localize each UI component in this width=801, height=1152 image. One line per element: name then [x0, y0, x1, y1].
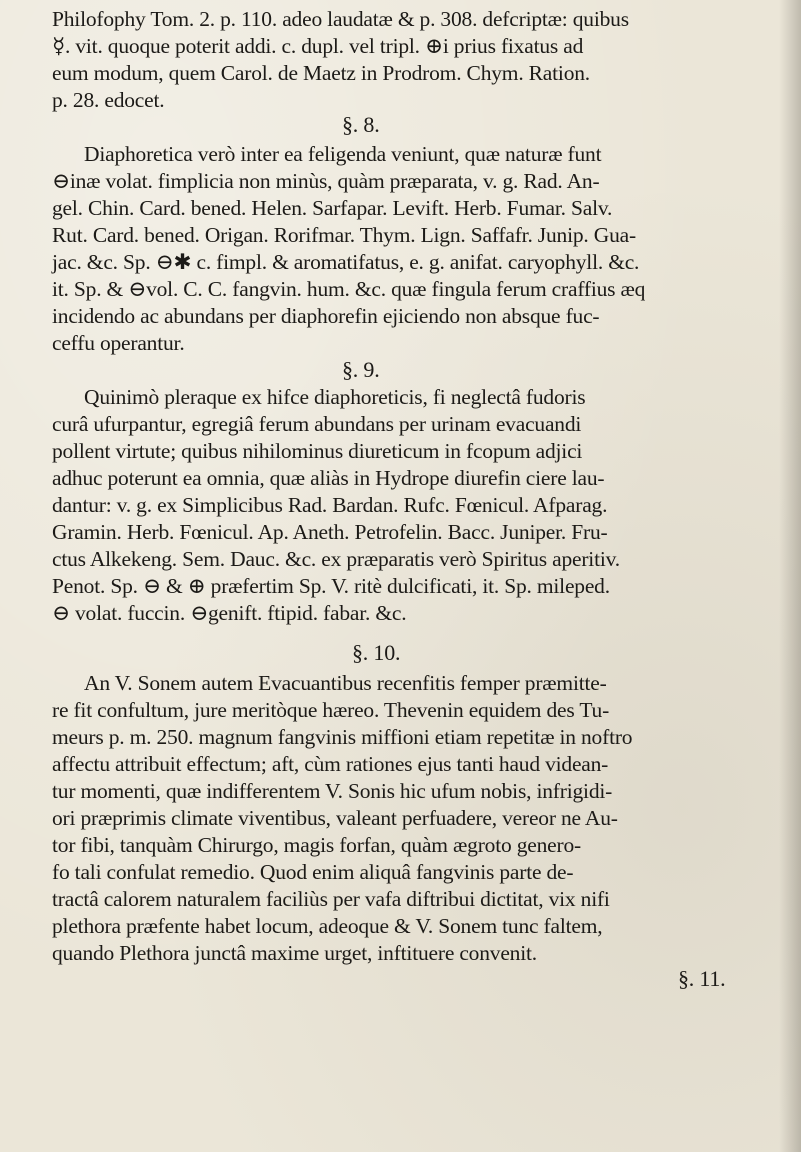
text-line: Philofophy Tom. 2. p. 110. adeo laudatæ & p. 308. defcriptæ: quibus: [52, 7, 629, 31]
text-line: gel. Chin. Card. bened. Helen. Sarfapar. Levift. Herb. Fumar. Salv.: [52, 196, 613, 220]
text-line: ⊖ volat. fuccin. ⊖genift. ftipid. fabar. &c.: [52, 601, 407, 625]
text-line: Quinimò pleraque ex hifce diaphoreticis, fi neglectâ fudoris: [84, 385, 586, 409]
text-line: it. Sp. & ⊖vol. C. C. fangvin. hum. &c. quæ fingula ferum craffius æq: [52, 277, 646, 301]
page-edge-shadow: [779, 0, 801, 1152]
text-line: tur momenti, quæ indifferentem V. Sonis hic ufum nobis, infrigidi-: [52, 779, 613, 803]
text-line: ori præprimis climate viventibus, valeant perfuadere, vereor ne Au-: [52, 806, 618, 830]
text-line: incidendo ac abundans per diaphorefin ejiciendo non absque fuc-: [52, 304, 600, 328]
text-line: jac. &c. Sp. ⊖✱ c. fimpl. & aromatifatus, e. g. anifat. caryophyll. &c.: [52, 250, 640, 274]
text-line: adhuc poterunt ea omnia, quæ aliàs in Hydrope diurefin ciere lau-: [52, 466, 605, 490]
text-line: ceffu operantur.: [52, 331, 185, 355]
text-line: pollent virtute; quibus nihilominus diureticum in fcopum adjici: [52, 439, 583, 463]
text-line: meurs p. m. 250. magnum fangvinis miffioni etiam repetitæ in noftro: [52, 725, 633, 749]
text-line: re fit confultum, jure meritòque hæreo. Thevenin equidem des Tu-: [52, 698, 610, 722]
text-line: plethora præfente habet locum, adeoque & V. Sonem tunc faltem,: [52, 914, 603, 938]
text-line: An V. Sonem autem Evacuantibus recenfitis femper præmitte-: [84, 671, 607, 695]
text-line: ☿. vit. quoque poterit addi. c. dupl. vel tripl. ⊕i prius fixatus ad: [52, 34, 584, 58]
catchword: §. 11.: [678, 966, 726, 991]
text-line: Rut. Card. bened. Origan. Rorifmar. Thym. Lign. Saffafr. Junip. Gua-: [52, 223, 636, 247]
section-heading-9: §. 9.: [342, 357, 380, 382]
text-line: tor fibi, tanquàm Chirurgo, magis forfan, quàm ægroto genero-: [52, 833, 581, 857]
text-line: curâ ufurpantur, egregiâ ferum abundans per urinam evacuandi: [52, 412, 582, 436]
text-line: ⊖inæ volat. fimplicia non minùs, quàm præparata, v. g. Rad. An-: [52, 169, 600, 193]
text-line: Diaphoretica verò inter ea feligenda veniunt, quæ naturæ funt: [84, 142, 602, 166]
text-line: eum modum, quem Carol. de Maetz in Prodrom. Chym. Ration.: [52, 61, 590, 85]
section-heading-8: §. 8.: [342, 112, 380, 137]
text-line: tractâ calorem naturalem faciliùs per vafa diftribui dictitat, vix nifi: [52, 887, 610, 911]
text-line: Gramin. Herb. Fœnicul. Ap. Aneth. Petrofelin. Bacc. Juniper. Fru-: [52, 520, 608, 544]
text-line: p. 28. edocet.: [52, 88, 165, 112]
text-line: affectu attribuit effectum; aft, cùm rationes ejus tanti haud videan-: [52, 752, 609, 776]
text-line: dantur: v. g. ex Simplicibus Rad. Bardan. Rufc. Fœnicul. Afparag.: [52, 493, 608, 517]
text-line: fo tali confulat remedio. Quod enim aliquâ fangvinis parte de-: [52, 860, 574, 884]
text-line: quando Plethora junctâ maxime urget, inftituere convenit.: [52, 941, 537, 965]
text-line: ctus Alkekeng. Sem. Dauc. &c. ex præparatis verò Spiritus aperitiv.: [52, 547, 620, 571]
section-heading-10: §. 10.: [352, 640, 401, 665]
text-line: Penot. Sp. ⊖ & ⊕ præfertim Sp. V. ritè dulcificati, it. Sp. mileped.: [52, 574, 610, 598]
